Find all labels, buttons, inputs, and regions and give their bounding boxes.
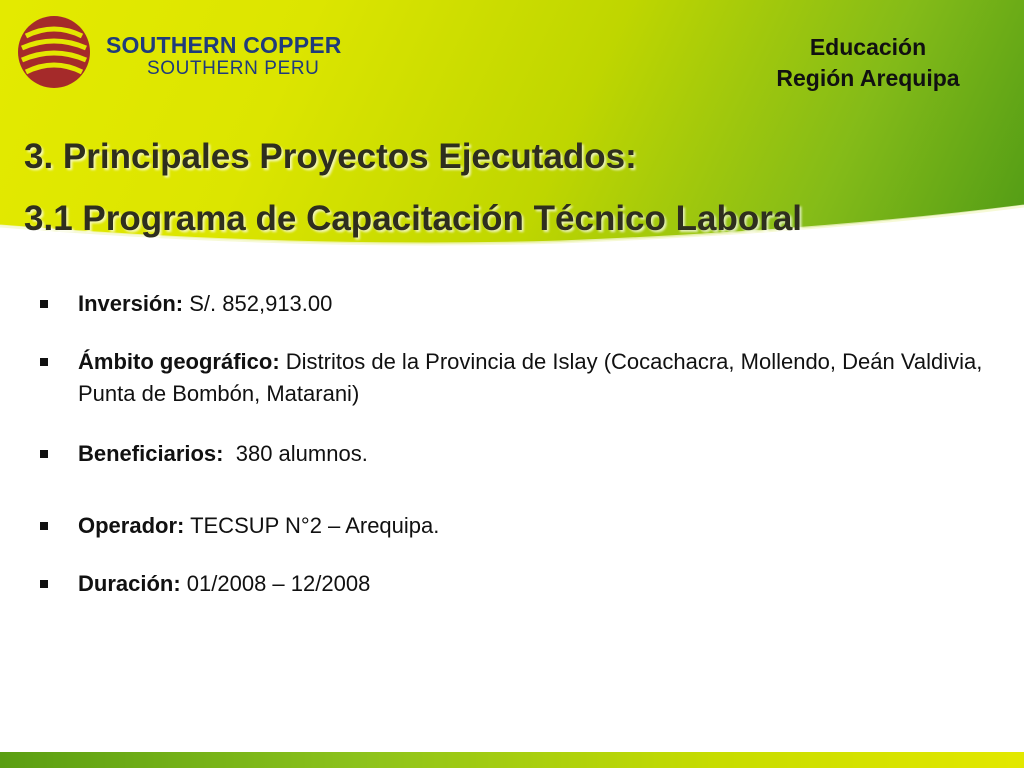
- detail-value: 01/2008 – 12/2008: [180, 571, 371, 596]
- detail-text: [78, 438, 1000, 470]
- company-subtitle: SOUTHERN PERU: [147, 58, 320, 79]
- detail-label: Beneficiarios:: [78, 441, 224, 466]
- bullet-icon: [40, 358, 48, 366]
- southern-copper-emblem: [16, 14, 92, 90]
- region-line-2: Región Arequipa: [776, 65, 960, 91]
- slide-title-line-1: 3. Principales Proyectos Ejecutados:: [24, 137, 637, 176]
- detail-text: [78, 288, 1000, 320]
- detail-value: Distritos de la Provincia de Islay (Cocachacra, Mollendo, Deán Valdivia, Punta de Bombón, Matarani): [78, 349, 983, 406]
- detail-text: [78, 510, 1000, 542]
- region-line-1: Educación: [809, 34, 927, 60]
- detail-label: Duración:: [78, 571, 181, 596]
- detail-label: Inversión:: [78, 291, 184, 316]
- detail-text: [78, 346, 1000, 410]
- bullet-icon: [40, 450, 48, 458]
- slide-title-line-2: 3.1 Programa de Capacitación Técnico Laboral: [24, 199, 803, 238]
- detail-text: [78, 568, 1000, 600]
- company-logo: [16, 14, 376, 90]
- region-label: [738, 32, 998, 94]
- footer-bar: [0, 752, 1024, 768]
- detail-label: Operador:: [78, 513, 185, 538]
- bullet-icon: [40, 522, 48, 530]
- detail-value: TECSUP N°2 – Arequipa.: [184, 513, 440, 538]
- company-name: SOUTHERN COPPER: [106, 32, 342, 58]
- detail-value: S/. 852,913.00: [183, 291, 333, 316]
- bullet-icon: [40, 580, 48, 588]
- bullet-icon: [40, 300, 48, 308]
- detail-label: Ámbito geográfico:: [78, 349, 280, 374]
- slide-title: [24, 126, 1004, 250]
- detail-value: 380 alumnos.: [223, 441, 368, 466]
